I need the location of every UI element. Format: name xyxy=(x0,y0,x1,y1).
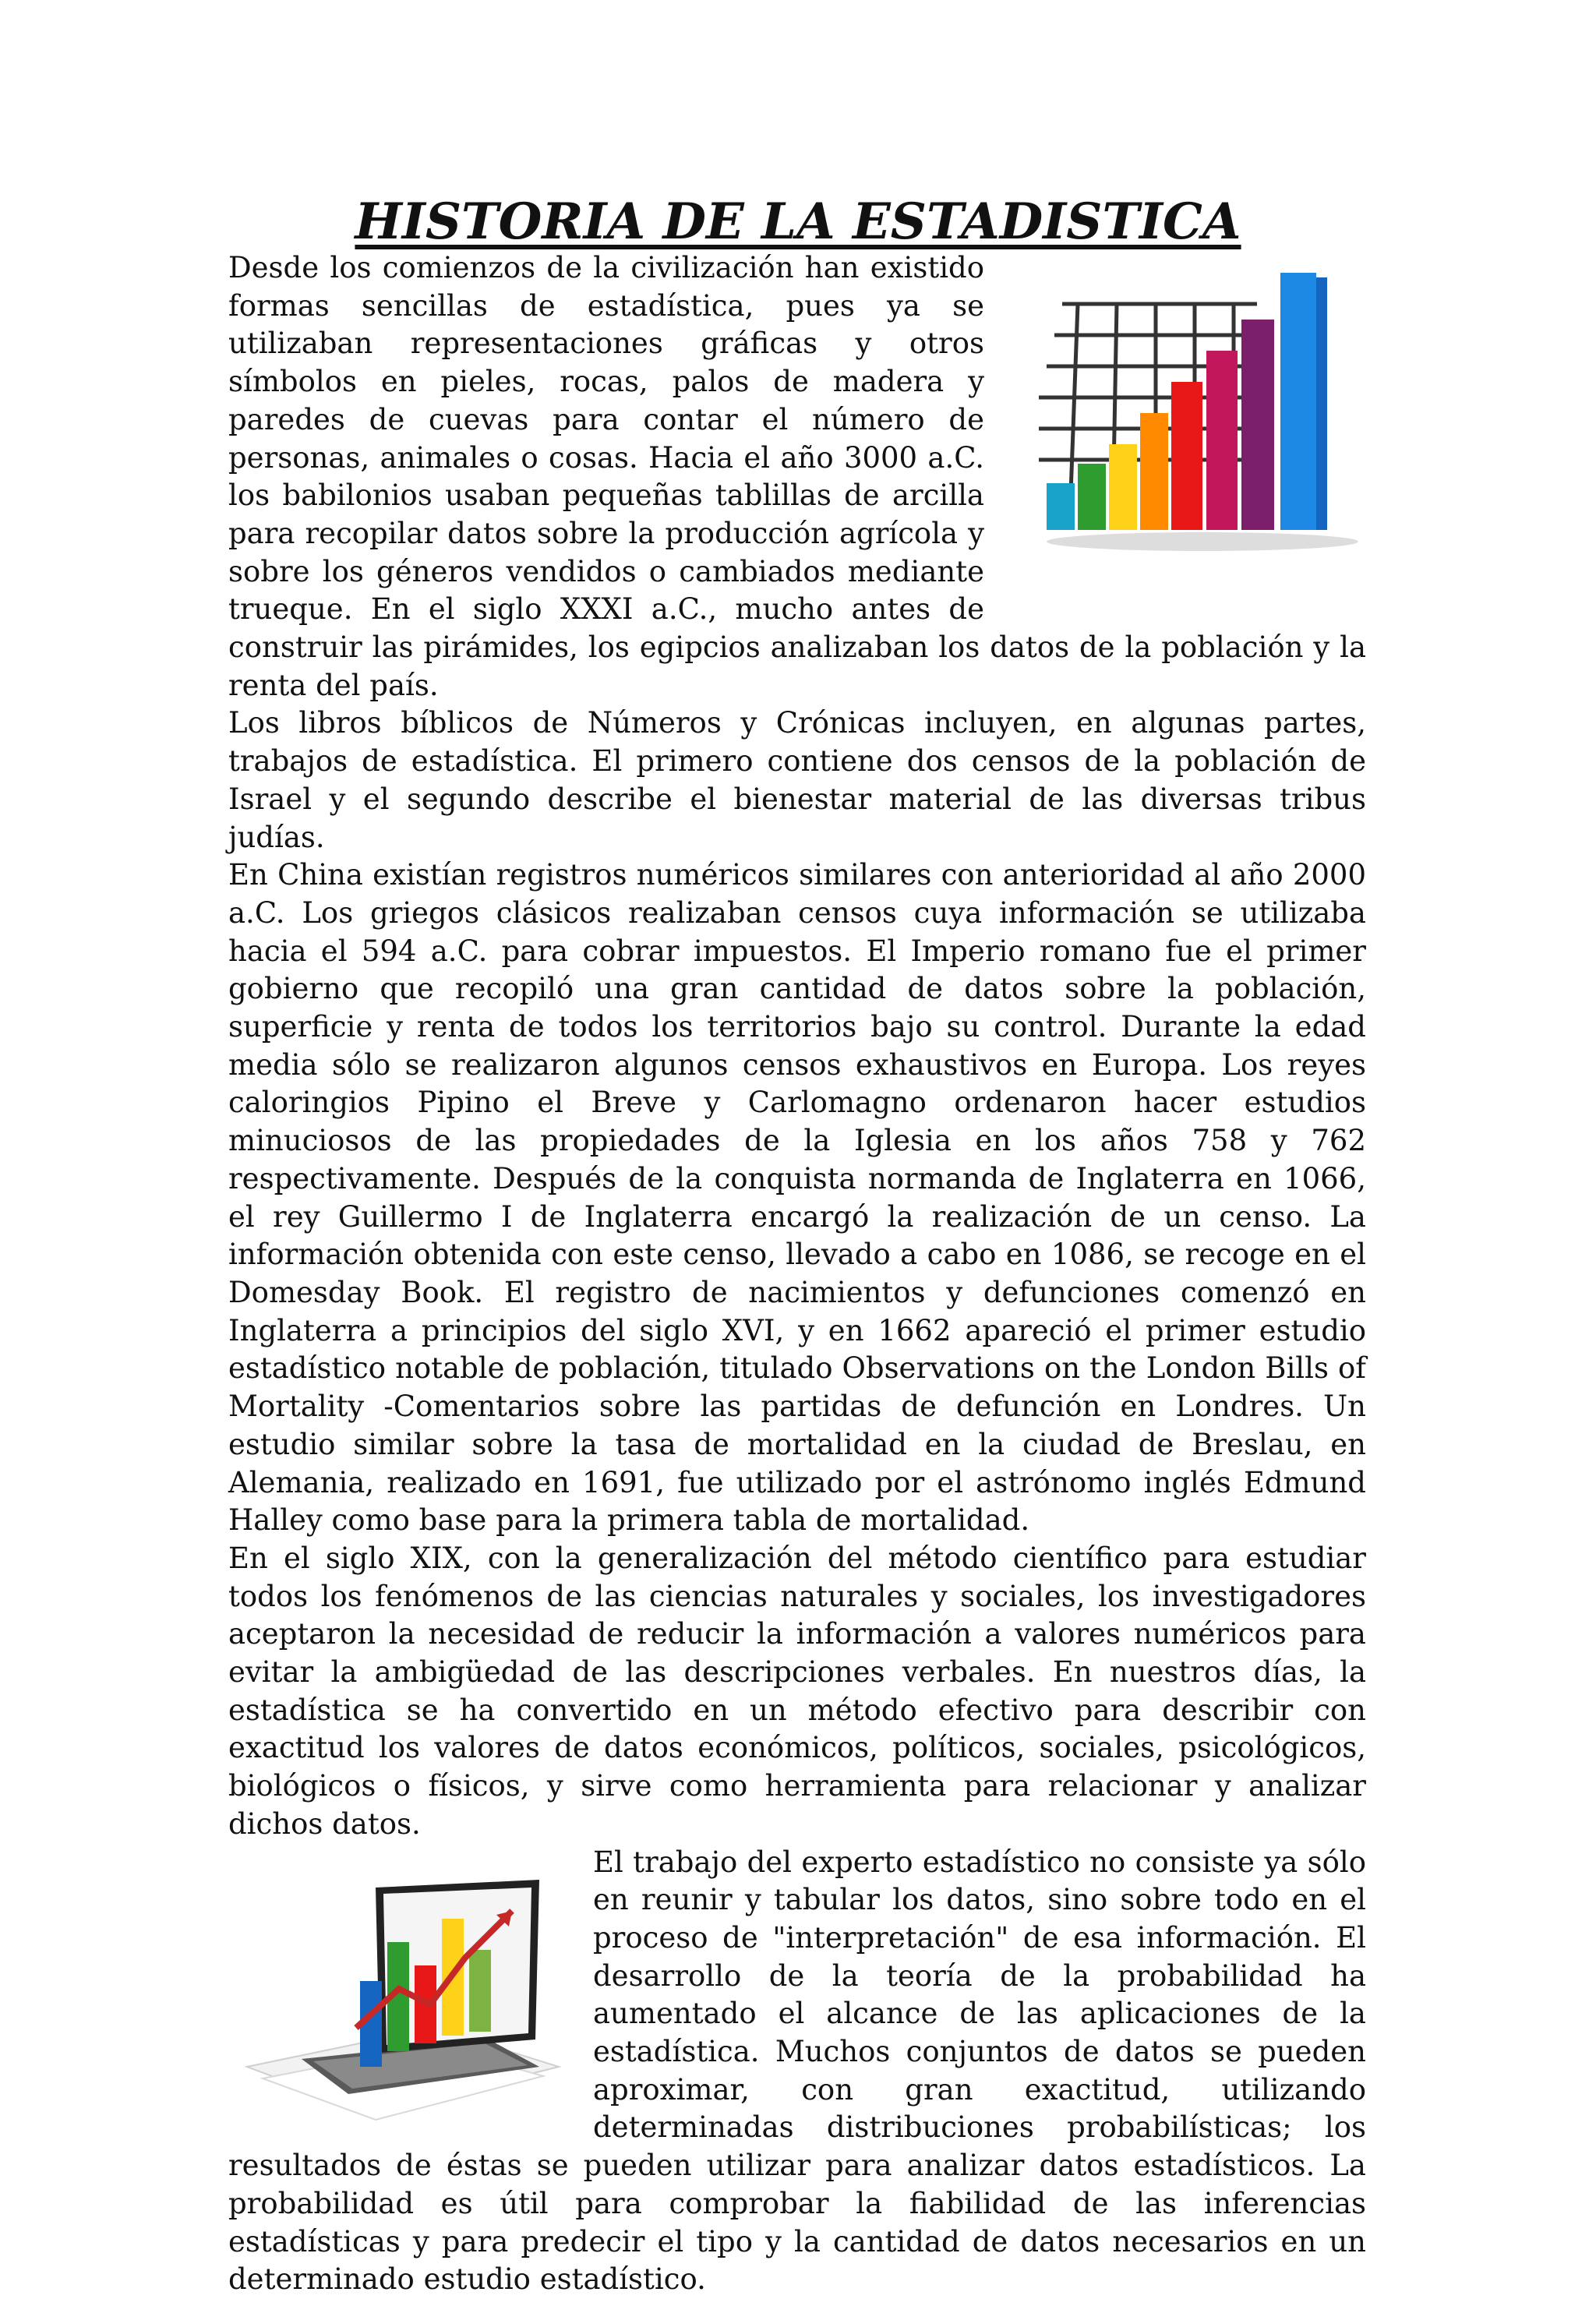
paragraph-4: En el siglo XIX, con la generalización del método científico para estudiar todos los fenómenos de las ciencias naturales y sociales, los investigadores aceptaron la necesidad de reducir la información a valores numéricos para evitar la ambigüedad de las descripciones verbales. En nuestros días, la estadística se ha convertido en un método efectivo para describir con exactitud los valores de datos económicos, políticos, sociales, psicológicos, biológicos o físicos, y sirve como herramienta para relacionar y analizar dichos datos. xyxy=(228,1541,1366,1841)
body-text xyxy=(228,249,1366,2299)
paragraph-5: El trabajo del experto estadístico no consiste ya sólo en reunir y tabular los datos, sino sobre todo en el proceso de "interpretación" de esa información. El desarrollo de la teoría de la probabilidad ha aumentado el alcance de las aplicaciones de la estadística. Muchos conjuntos de datos se pueden aproximar, con gran exactitud, utilizando determinadas distribuciones probabilísticas; los resultados de éstas se pueden utilizar para analizar datos estadísticos. La probabilidad es útil para comprobar la fiabilidad de las inferencias estadísticas y para predecir el tipo y la cantidad de datos necesarios en un determinado estudio estadístico. xyxy=(228,1845,1366,2297)
paragraph-2: Los libros bíblicos de Números y Crónicas incluyen, en algunas partes, trabajos de estadística. El primero contiene dos censos de la población de Israel y el segundo describe el bienestar material de las diversas tribus judías. xyxy=(228,706,1366,854)
bar-chart-illustration xyxy=(1015,257,1382,600)
chart-bars xyxy=(1047,273,1327,530)
laptop-bar-chart-icon xyxy=(231,1872,567,2129)
page-title: HISTORIA DE LA ESTADISTICA xyxy=(355,192,1241,251)
paragraph-1: Desde los comienzos de la civilización han existido formas sencillas de estadística, pues ya se utilizaban representaciones gráficas y otros símbolos en pieles, rocas, palos de madera y paredes de cuevas para contar el número de personas, animales o cosas. Hacia el año 3000 a.C. los babilonios usaban pequeñas tablillas de arcilla para recopilar datos sobre la producción agrícola y sobre los géneros vendidos o cambiados mediante trueque. En el siglo XXXI a.C., mucho antes de construir las pirámides, los egipcios analizaban los datos de la población y la renta del país. xyxy=(228,251,1366,702)
laptop-chart-illustration xyxy=(231,1872,567,2129)
rainbow-3d-bar-chart-icon xyxy=(1015,257,1382,600)
paragraph-3: En China existían registros numéricos similares con anterioridad al año 2000 a.C. Los griegos clásicos realizaban censos cuya información se utilizaba hacia el 594 a.C. para cobrar impuestos. El Imperio romano fue el primer gobierno que recopiló una gran cantidad de datos sobre la población, superficie y renta de todos los territorios bajo su control. Durante la edad media sólo se realizaron algunos censos exhaustivos en Europa. Los reyes caloringios Pipino el Breve y Carlomagno ordenaron hacer estudios minuciosos de las propiedades de la Iglesia en los años 758 y 762 respectivamente. Después de la conquista normanda de Inglaterra en 1066, el rey Guillermo I de Inglaterra encargó la realización de un censo. La información obtenida con este censo, llevado a cabo en 1086, se recoge en el Domesday Book. El registro de nacimientos y defunciones comenzó en Inglaterra a principios del siglo XVI, y en 1662 apareció el primer estudio estadístico notable de población, titulado Observations on the London Bills of Mortality -Comentarios sobre las partidas de defunción en Londres. Un estudio similar sobre la tasa de mortalidad en la ciudad de Breslau, en Alemania, realizado en 1691, fue utilizado por el astrónomo inglés Edmund Halley como base para la primera tabla de mortalidad. xyxy=(228,858,1366,1538)
